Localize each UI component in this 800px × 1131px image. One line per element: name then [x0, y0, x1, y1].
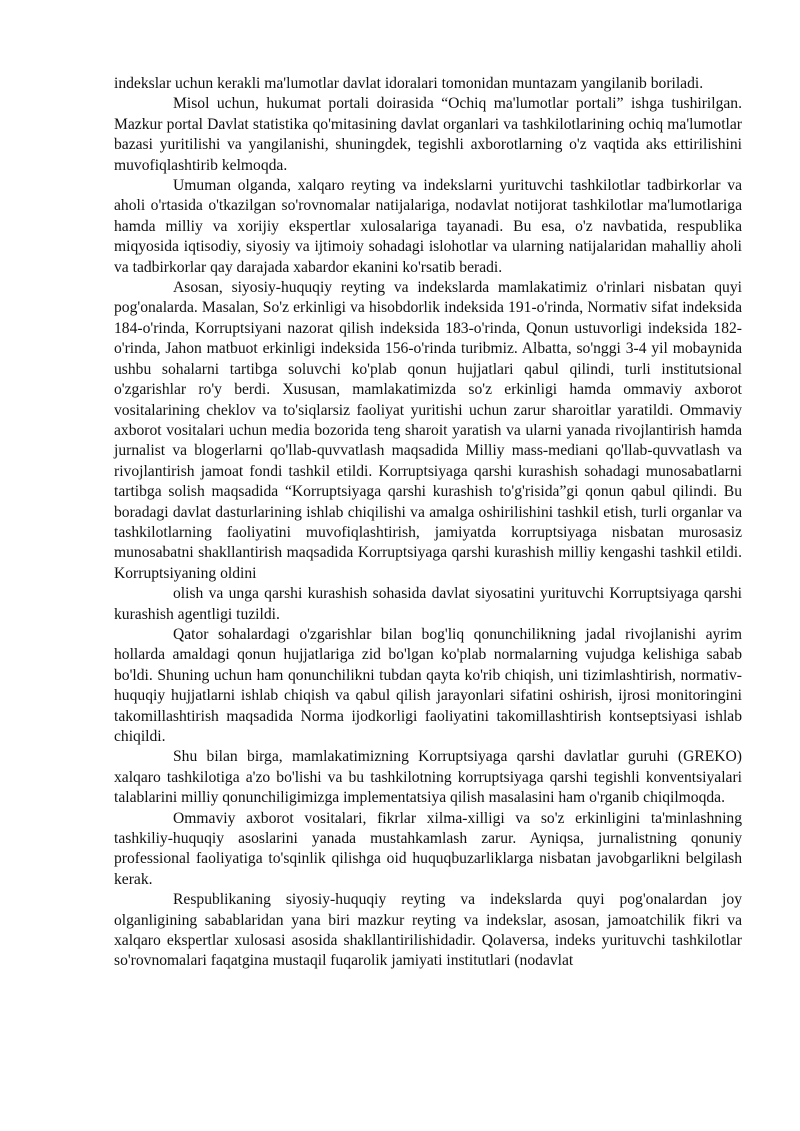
paragraph-rating-organizations: Umuman olganda, xalqaro reyting va indekslarni yurituvchi tashkilotlar tadbirkorlar va aholi o'rtasida o'tkazilgan so'rovnomalar natijalariga, nodavlat notijorat tashkilotlar ma'lumotlariga hamda milliy va xorijiy ekspertlar xulosalariga tayanadi. Bu esa, o'z navbatida, respublika miqyosida iqtisodiy, siyosiy va ijtimoiy sohadagi islohotlar va ularning natijalaridan mahalliy aholi va tadbirkorlar qay darajada xabardor ekanini ko'rsatib beradi. [114, 177, 742, 276]
paragraph-continuation: indekslar uchun kerakli ma'lumotlar davlat idoralari tomonidan muntazam yangilanib boriladi. [114, 75, 704, 92]
paragraph-open-data-portal: Misol uchun, hukumat portali doirasida “Ochiq ma'lumotlar portali” ishga tushirilgan. Mazkur portal Davlat statistika qo'mitasining davlat organlari va tashkilotlarining ochiq ma'lumotlar bazasi yuritilishi va yangilanishi, shuningdek, tegishli axborotlarning o'z vaqtida aks ettirilishini muvofiqlashtirib kelmoqda. [114, 95, 742, 174]
paragraph-rating-reasons: Respublikaning siyosiy-huquqiy reyting va indekslarda quyi pog'onalardan joy olganligining sabablaridan yana biri mazkur reyting va indekslar, asosan, jamoatchilik fikri va xalqaro ekspertlar xulosasi asosida shakllantirilishidadir. Qolaversa, indeks yurituvchi tashkilotlar so'rovnomalari faqatgina mustaqil fuqarolik jamiyati institutlari (nodavlat [114, 891, 742, 970]
paragraph-political-legal-ratings: Asosan, siyosiy-huquqiy reyting va indekslarda mamlakatimiz o'rinlari nisbatan quyi pog'onalarda. Masalan, So'z erkinligi va hisobdorlik indeksida 191-o'rinda, Normativ sifat indeksida 184-o'rinda, Korruptsiyani nazorat qilish indeksida 183-o'rinda, Qonun ustuvorligi indeksida 182-o'rinda, Jahon matbuot erkinligi indeksida 156-o'rinda turibmiz. Albatta, so'nggi 3-4 yil mobaynida ushbu sohalarni tartibga soluvchi ko'plab qonun hujjatlari qabul qilindi, turli institutsional o'zgarishlar ro'y berdi. Xususan, mamlakatimizda so'z erkinligi hamda ommaviy axborot vositalarining cheklov va to'siqlarsiz faoliyat yuritishi uchun zarur sharoitlar yaratildi. Ommaviy axborot vositalari uchun media bozorida teng sharoit yaratish va ularni yanada rivojlantirish hamda jurnalist va blogerlarni qo'llab-quvvatlash maqsadida Milliy mass-mediani qo'llab-quvvatlash va rivojlantirish jamoat fondi tashkil etildi. Korruptsiyaga qarshi kurashish sohadagi munosabatlarni tartibga solish maqsadida “Korruptsiyaga qarshi kurashish to'g'risida”gi qonun qabul qilindi. Bu boradagi davlat dasturlarining ishlab chiqilishi va amalga oshirilishini tashkil etish, turli organlar va tashkilotlarning faoliyatini muvofiqlashtirish, jamiyatda korruptsiyaga nisbatan murosasiz munosabatni shakllantirish maqsadida Korruptsiyaga qarshi kurashish milliy kengashi tashkil etildi. Korruptsiyaning oldini [114, 279, 742, 582]
paragraph-greco: Shu bilan birga, mamlakatimizning Korruptsiyaga qarshi davlatlar guruhi (GREKO) xalqaro tashkilotiga a'zo bo'lishi va bu tashkilotning korruptsiyaga qarshi tegishli konventsiyalari talablarini milliy qonunchiligimizga implementatsiya qilish masalasini ham o'rganib chiqilmoqda. [114, 748, 742, 807]
paragraph-anti-corruption-agency: olish va unga qarshi kurashish sohasida davlat siyosatini yurituvchi Korruptsiyaga qarshi kurashish agentligi tuzildi. [114, 585, 742, 623]
paragraph-mass-media: Ommaviy axborot vositalari, fikrlar xilma-xilligi va so'z erkinligini ta'minlashning tashkiliy-huquqiy asoslarini yanada mustahkamlash zarur. Ayniqsa, jurnalistning qonuniy professional faoliyatiga to'sqinlik qilishga oid huquqbuzarliklarga nisbatan javobgarlikni belgilash kerak. [114, 809, 742, 888]
paragraph-legislation-development: Qator sohalardagi o'zgarishlar bilan bog'liq qonunchilikning jadal rivojlanishi ayrim hollarda amaldagi qonun hujjatlariga zid bo'lgan ko'plab normalarning vujudga kelishiga sabab bo'ldi. Shuning uchun ham qonunchilikni tubdan qayta ko'rib chiqish, uni tizimlashtirish, normativ-huquqiy hujjatlarni ishlab chiqish va qabul qilish jarayonlari sifatini oshirish, ijrosi monitoringini takomillashtirish maqsadida Norma ijodkorligi faoliyatini takomillashtirish kontseptsiyasi ishlab chiqildi. [114, 625, 742, 745]
document-page [114, 74, 742, 972]
